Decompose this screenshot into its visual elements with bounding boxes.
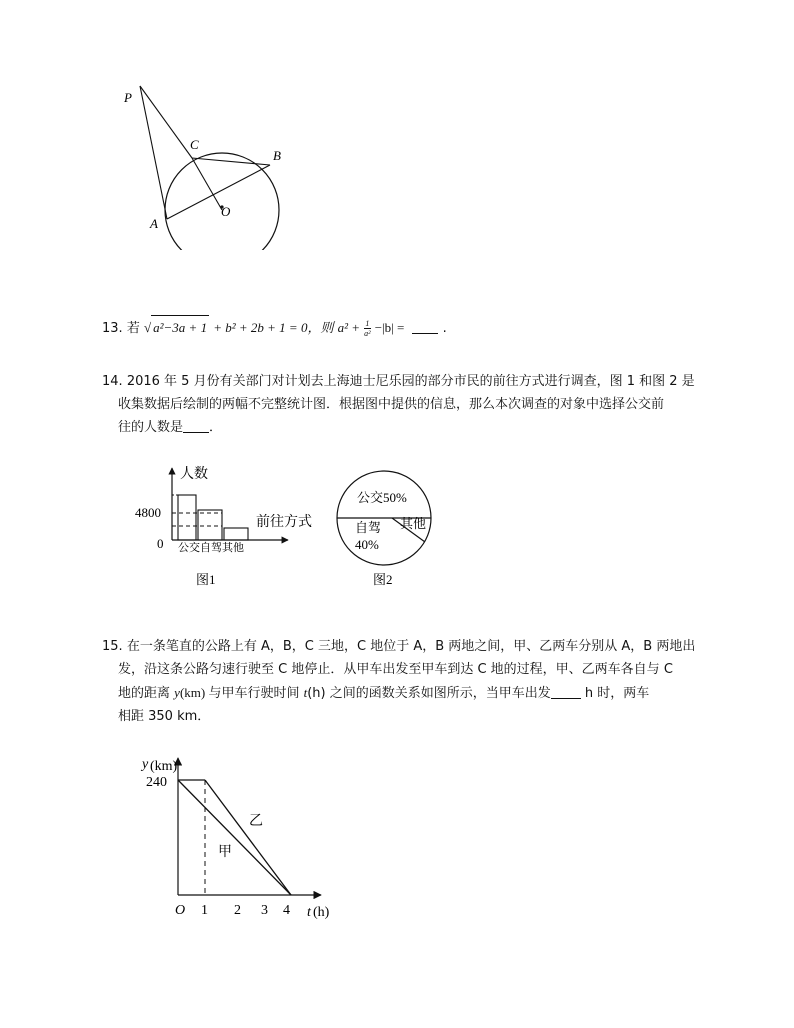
graph-line-jia bbox=[178, 780, 291, 895]
q13-end: . bbox=[442, 321, 447, 336]
graph-origin: O bbox=[175, 903, 186, 918]
fig2-label-drive-pct: 40% bbox=[355, 537, 379, 552]
q13-number: 13. bbox=[102, 321, 123, 336]
line-cb bbox=[192, 158, 270, 165]
q13-after-radical: + b² + 2b + 1 = 0，则 bbox=[213, 320, 334, 335]
q15-line1: 15. 在一条笔直的公路上有 A，B，C 三地，C 地位于 A，B 两地之间，甲、乙两车分别从 A，B 两地出 bbox=[102, 639, 696, 654]
q15-line2: 发，沿这条公路匀速行驶至 C 地停止．从甲车出发至甲车到达 C 地的过程，甲、乙两车各自与 C bbox=[118, 662, 673, 677]
question-13 bbox=[102, 315, 702, 340]
label-b: B bbox=[273, 148, 281, 163]
fig1-bar-bus bbox=[178, 495, 196, 540]
graph-y-unit: (km) bbox=[150, 759, 178, 774]
q13-expr-start: a² + bbox=[337, 320, 361, 335]
q13-frac-den: a² bbox=[364, 329, 371, 338]
q14-figure2-pie-chart bbox=[330, 470, 440, 595]
graph-x-tick-1: 1 bbox=[201, 903, 208, 918]
q14-figure1-bar-chart bbox=[128, 458, 328, 593]
graph-x-tick-3: 3 bbox=[261, 903, 268, 918]
q15-answer-blank[interactable] bbox=[551, 684, 581, 699]
fig1-bar-other bbox=[224, 528, 248, 540]
label-p: P bbox=[124, 90, 132, 105]
graph-y-tick-240: 240 bbox=[146, 775, 167, 790]
q14-line3: 往的人数是 ． bbox=[118, 420, 223, 435]
fig2-label-drive: 自驾 bbox=[355, 520, 382, 535]
question-15 bbox=[102, 635, 702, 728]
fig2-label-other: 其他 bbox=[400, 516, 427, 531]
line-co bbox=[192, 158, 222, 210]
q13-frac-num: 1 bbox=[365, 319, 370, 328]
q13-answer-blank[interactable] bbox=[412, 319, 438, 334]
q15-distance-time-graph bbox=[138, 750, 338, 925]
fig1-y-tick: 4800 bbox=[135, 505, 161, 520]
graph-x-label: t bbox=[307, 905, 311, 920]
graph-x-unit: (h) bbox=[313, 905, 330, 920]
fig2-caption: 图2 bbox=[373, 572, 393, 587]
line-pa bbox=[140, 86, 167, 219]
graph-line-yi bbox=[205, 780, 291, 895]
question-14 bbox=[102, 370, 702, 439]
q14-answer-blank[interactable] bbox=[183, 418, 209, 433]
q13-radicand: a²−3a + 1 bbox=[151, 315, 209, 339]
graph-y-label: y bbox=[142, 757, 149, 772]
fig1-ylabel: 人数 bbox=[180, 467, 208, 482]
graph-label-jia: 甲 bbox=[218, 845, 232, 860]
label-o: O bbox=[221, 204, 231, 219]
q15-line4: 相距 350 km． bbox=[118, 709, 211, 724]
q13-fraction bbox=[364, 319, 370, 338]
graph-x-tick-4: 4 bbox=[283, 903, 290, 918]
line-ab bbox=[167, 165, 270, 219]
fig1-origin: 0 bbox=[157, 536, 164, 551]
q13-expr-end: −|b| = bbox=[374, 320, 405, 335]
graph-label-yi: 乙 bbox=[249, 814, 263, 829]
fig1-caption: 图1 bbox=[196, 572, 216, 587]
q13-radical: √ a²−3a + 1 bbox=[144, 320, 209, 335]
graph-x-tick-2: 2 bbox=[234, 903, 241, 918]
fig1-categories: 公交自驾其他 bbox=[178, 542, 244, 554]
q14-line1: 14. 2016 年 5 月份有关部门对计划去上海迪士尼乐园的部分市民的前往方式进行调查，图 1 和图 2 是 bbox=[102, 374, 695, 389]
label-a: A bbox=[150, 216, 158, 231]
circle-tangent-figure bbox=[110, 80, 310, 250]
q13-prefix: 若 bbox=[126, 321, 140, 336]
q14-line2: 收集数据后绘制的两幅不完整统计图．根据图中提供的信息，那么本次调查的对象中选择公交前 bbox=[118, 397, 665, 412]
label-c: C bbox=[190, 137, 199, 152]
fig1-xlabel: 前往方式 bbox=[256, 515, 312, 530]
fig1-bar-drive bbox=[198, 510, 222, 540]
q15-line3: 地的距离 y(km) 与甲车行驶时间 t(h) 之间的函数关系如图所示，当甲车出发 h 时，两车 bbox=[118, 685, 650, 701]
fig2-label-bus: 公交50% bbox=[357, 490, 407, 505]
circle-o bbox=[165, 153, 279, 250]
